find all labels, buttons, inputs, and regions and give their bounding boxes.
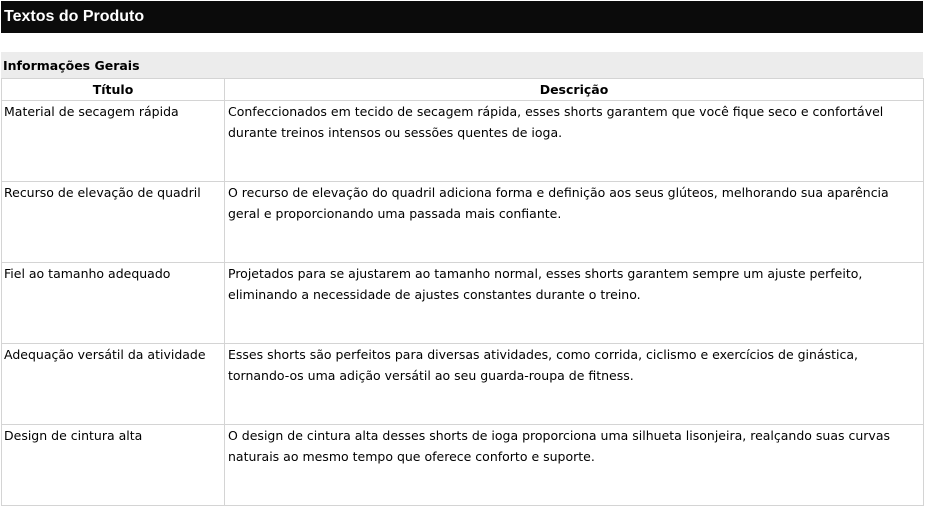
row-title-cell[interactable]: Material de secagem rápida [2,101,225,182]
page-title: Textos do Produto [1,1,923,33]
column-header-description: Descrição [225,79,924,101]
row-description-cell[interactable]: Projetados para se ajustarem ao tamanho normal, esses shorts garantem sempre um ajuste perfeito, eliminando a necessidade de ajustes constantes durante o treino. [225,263,924,344]
row-description-cell[interactable]: Confeccionados em tecido de secagem rápida, esses shorts garantem que você fique seco e confortável durante treinos intensos ou sessões quentes de ioga. [225,101,924,182]
product-text-table [1,78,924,506]
table-row [2,344,924,425]
row-description-cell[interactable]: O design de cintura alta desses shorts de ioga proporciona uma silhueta lisonjeira, realçando suas curvas naturais ao mesmo tempo que oferece conforto e suporte. [225,425,924,506]
row-title-cell[interactable]: Fiel ao tamanho adequado [2,263,225,344]
column-header-title: Título [2,79,225,101]
row-title-cell[interactable]: Design de cintura alta [2,425,225,506]
row-description-cell[interactable]: O recurso de elevação do quadril adiciona forma e definição aos seus glúteos, melhorando sua aparência geral e proporcionando uma passada mais confiante. [225,182,924,263]
table-header-row [2,79,924,101]
row-title-cell[interactable]: Adequação versátil da atividade [2,344,225,425]
table-row [2,101,924,182]
table-row [2,182,924,263]
row-description-cell[interactable]: Esses shorts são perfeitos para diversas atividades, como corrida, ciclismo e exercícios de ginástica, tornando-os uma adição versátil ao seu guarda-roupa de fitness. [225,344,924,425]
table-row [2,425,924,506]
section-title: Informações Gerais [1,52,923,78]
table-row [2,263,924,344]
row-title-cell[interactable]: Recurso de elevação de quadril [2,182,225,263]
